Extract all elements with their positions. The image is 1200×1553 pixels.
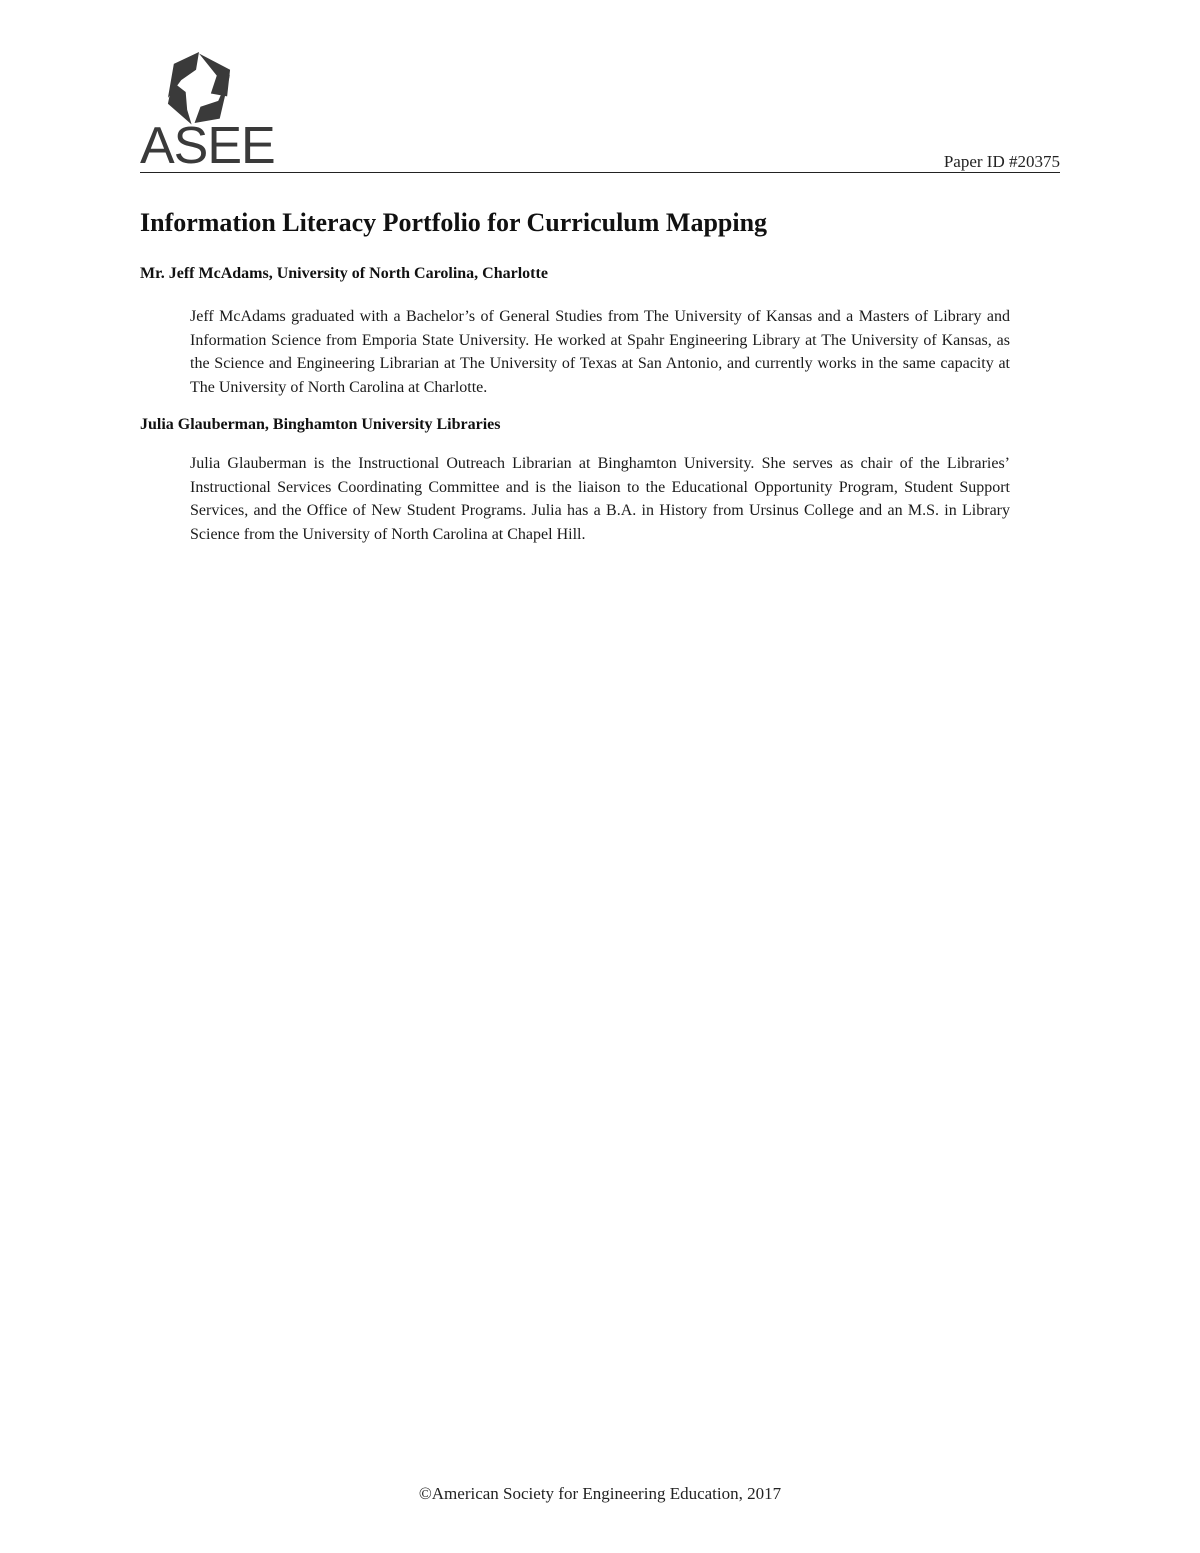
footer-copyright: ©American Society for Engineering Education, 2017 bbox=[418, 1484, 782, 1503]
header-rule bbox=[140, 172, 1060, 173]
author-bio-2: Julia Glauberman is the Instructional Outreach Librarian at Binghamton University. She serves as chair of the Libraries’ Instructional Services Coordinating Committee and is the liaison to the Educational Opportunity Program, Student Support Services, and the Office of New Student Programs. Julia has a B.A. in History from Ursinus College and an M.S. in Library Science from the University of North Carolina at Chapel Hill. bbox=[190, 455, 1010, 543]
paper-title: Information Literacy Portfolio for Curriculum Mapping bbox=[140, 208, 768, 237]
page-header bbox=[140, 52, 1060, 174]
paper-id: Paper ID #20375 bbox=[943, 152, 1060, 171]
author-name-2: Julia Glauberman, Binghamton University Libraries bbox=[140, 416, 501, 433]
asee-logo-text: ASEE bbox=[140, 117, 275, 175]
asee-logo-icon bbox=[160, 52, 238, 126]
author-name-1: Mr. Jeff McAdams, University of North Carolina, Charlotte bbox=[140, 265, 548, 282]
author-bio-1: Jeff McAdams graduated with a Bachelor’s of General Studies from The University of Kansas and a Masters of Library and Information Science from Emporia State University. He worked at Spahr Engineering Library at The University of Kansas, as the Science and Engineering Librarian at The University of Texas at San Antonio, and currently works in the same capacity at The University of North Carolina at Charlotte. bbox=[190, 308, 1010, 396]
